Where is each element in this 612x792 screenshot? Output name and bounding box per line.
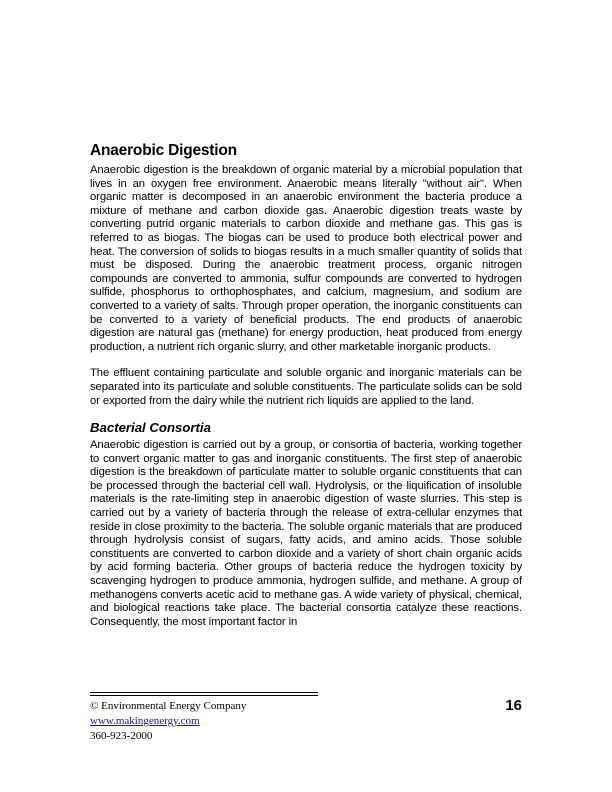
body-paragraph-1: Anaerobic digestion is the breakdown of organic material by a microbial population that lives in an oxygen free environment. Anaerobic means literally "without air". When organic matter is decomposed in an anaerobic environment the bacteria produce a mixture of methane and carbon dioxide gas. Anaerobic digestion treats waste by converting putrid organic materials to carbon dioxide and methane gas. This gas is referred to as biogas. The biogas can be used to produce both electrical power and heat. The conversion of solids to biogas results in a much smaller quantity of solids that must be disposed. During the anaerobic treatment process, organic nitrogen compounds are converted to ammonia, sulfur compounds are converted to hydrogen sulfide, phosphorus to orthophosphates, and calcium, magnesium, and sodium are converted to a variety of salts. Through proper operation, the inorganic constituents can be converted to a variety of beneficial products. The end products of anaerobic digestion are natural gas (methane) for energy production, heat produced from energy production, a nutrient rich organic slurry, and other marketable inorganic products. — [90, 164, 522, 353]
footer-company: © Environmental Energy Company — [90, 700, 247, 712]
subsection-paragraph: Anaerobic digestion is carried out by a group, or consortia of bacteria, working together to convert organic matter to gas and inorganic constituents. The first step of anaerobic digestion is the breakdown of particulate matter to soluble organic constituents that can be processed through the bacterial cell wall. Hydrolysis, or the liquification of insoluble materials is the rate-limiting step in anaerobic digestion of waste slurries. This step is carried out by a variety of bacteria through the release of extra-cellular enzymes that reside in close proximity to the bacteria. The soluble organic materials that are produced through hydrolysis consist of sugars, fatty acids, and amino acids. Those soluble constituents are converted to carbon dioxide and a variety of short chain organic acids by acid forming bacteria. Other groups of bacteria reduce the hydrogen toxicity by scavenging hydrogen to produce ammonia, hydrogen sulfide, and methane. A group of methanogens converts acetic acid to methane gas. A wide variety of physical, chemical, and biological reactions take place. The bacterial consortia catalyze these reactions. Consequently, the most important factor in — [90, 439, 522, 628]
footer-rule-top — [90, 692, 318, 693]
footer-website-link[interactable]: www.makingenergy.com — [90, 715, 200, 727]
page-number: 16 — [505, 697, 522, 714]
section-title: Anaerobic Digestion — [90, 142, 237, 159]
main-content — [90, 141, 522, 629]
subsection-title: Bacterial Consortia — [90, 420, 211, 436]
body-paragraph-2: The effluent containing particulate and soluble organic and inorganic materials can be separated into its particulate and soluble constituents. The particulate solids can be sold or exported from the dairy while the nutrient rich liquids are applied to the land. — [90, 367, 522, 407]
footer-phone: 360-923-2000 — [90, 730, 153, 742]
footer-rule-bottom — [90, 695, 318, 696]
